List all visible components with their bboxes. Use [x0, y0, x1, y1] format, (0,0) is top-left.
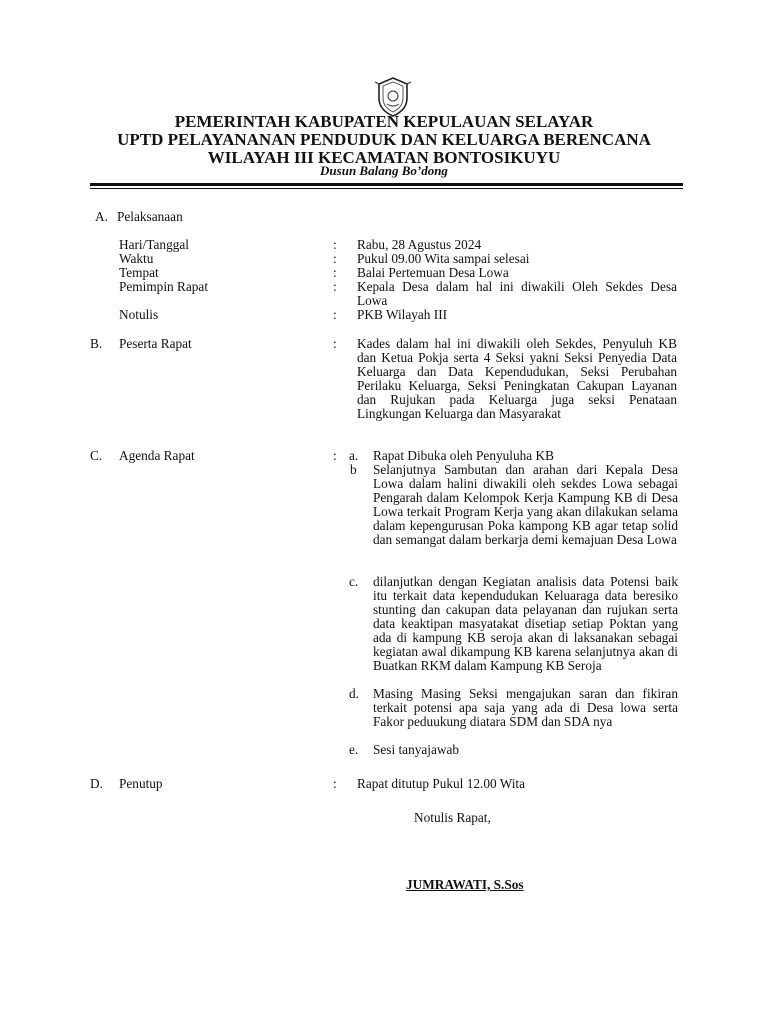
section-c-marker: C.	[90, 448, 103, 463]
letterhead-divider-thin	[90, 188, 683, 189]
section-b-colon: :	[333, 336, 337, 351]
signature-name: JUMRAWATI, S.Sos	[406, 877, 524, 892]
letterhead-divider-thick	[90, 183, 683, 186]
agenda-item-d: Masing Masing Seksi mengajukan saran dan fikiran terkait potensi apa saja yang ada di Desa lowa serta Fakor peduukung diatara SDM dan SDA nya	[373, 686, 678, 729]
section-b-marker: B.	[90, 336, 103, 351]
agenda-marker-c: c.	[349, 574, 359, 589]
closing-text: Rapat ditutup Pukul 12.00 Wita	[357, 776, 526, 791]
agenda-marker-a: a.	[349, 448, 359, 463]
row-colon-date: :	[333, 237, 337, 252]
row-value-notulis: PKB Wilayah III	[357, 307, 448, 322]
agenda-marker-e: e.	[349, 742, 359, 757]
section-d-marker: D.	[90, 776, 103, 791]
letterhead-line-3: WILAYAH III KECAMATAN BONTOSIKUYU	[207, 148, 561, 167]
row-colon-leader: :	[333, 279, 337, 294]
agenda-item-c: dilanjutkan dengan Kegiatan analisis data Potensi baik itu terkait data kependudukan Keluaraga data beresiko stunting dan cakupan data pelayanan dan rujukan serta data keaktipan masyatakat disetiap setiap Poktan yang ada di kampung KB seroja akan di laksanakan sebagai kegiatan awal dikampung KB karena selanjutnya akan di Buatkan RKM dalam Kampung KB Seroja	[373, 574, 678, 673]
row-label-date: Hari/Tanggal	[119, 237, 189, 252]
row-label-time: Waktu	[119, 251, 154, 266]
section-c-title: Agenda Rapat	[119, 448, 195, 463]
agenda-item-b: Selanjutnya Sambutan dan arahan dari Kepala Desa Lowa dalam halini diwakili oleh sekdes Lowa sebagai Pengarah dalam Kelompok Kerja Kampung KB di Desa Lowa terkait Program Kerja yang akan dilakukan selama dalam kepengurusan Poka kampong KB agar tetap solid dan semangat dalam berkarja demi kemajuan Desa Lowa	[373, 462, 678, 547]
row-value-time: Pukul 09.00 Wita sampai selesai	[357, 251, 530, 266]
section-d-colon: :	[333, 776, 337, 791]
signature-role: Notulis Rapat,	[414, 810, 491, 825]
row-value-date: Rabu, 28 Agustus 2024	[357, 237, 482, 252]
row-label-place: Tempat	[119, 265, 159, 280]
agenda-marker-b: b	[350, 462, 357, 477]
row-value-place: Balai Pertemuan Desa Lowa	[357, 265, 509, 280]
row-label-notulis: Notulis	[119, 307, 159, 322]
agenda-item-a: Rapat Dibuka oleh Penyuluha KB	[373, 448, 554, 463]
row-colon-time: :	[333, 251, 337, 266]
letterhead-line-1: PEMERINTAH KABUPATEN KEPULAUAN SELAYAR	[174, 112, 594, 131]
section-b-title: Peserta Rapat	[119, 336, 192, 351]
section-d-title: Penutup	[119, 776, 163, 791]
row-colon-place: :	[333, 265, 337, 280]
letterhead-line-2: UPTD PELAYANANAN PENDUDUK DAN KELUARGA BERENCANA	[117, 130, 651, 149]
letterhead-address: Dusun Balang Bo’dong	[320, 163, 448, 178]
section-a-marker: A.	[95, 209, 108, 224]
participants-text: Kades dalam hal ini diwakili oleh Sekdes, Penyuluh KB dan Ketua Pokja serta 4 Seksi yakni Seksi Penyedia Data Keluarga dan Data Kependudukan, Seksi Perubahan Perilaku Keluarga, Seksi Peningkatan Cakupan Layanan dan Rujukan pada Keluarga juga seksi Penataan Lingkungan Keluarga dan Masyarakat	[357, 336, 677, 421]
row-label-leader: Pemimpin Rapat	[119, 279, 209, 294]
section-c-colon: :	[333, 448, 337, 463]
row-value-leader: Kepala Desa dalam hal ini diwakili Oleh Sekdes Desa Lowa	[357, 279, 677, 308]
agenda-marker-d: d.	[349, 686, 359, 701]
row-colon-notulis: :	[333, 307, 337, 322]
section-a-title: Pelaksanaan	[117, 209, 183, 224]
agenda-item-e: Sesi tanyajawab	[373, 742, 460, 757]
